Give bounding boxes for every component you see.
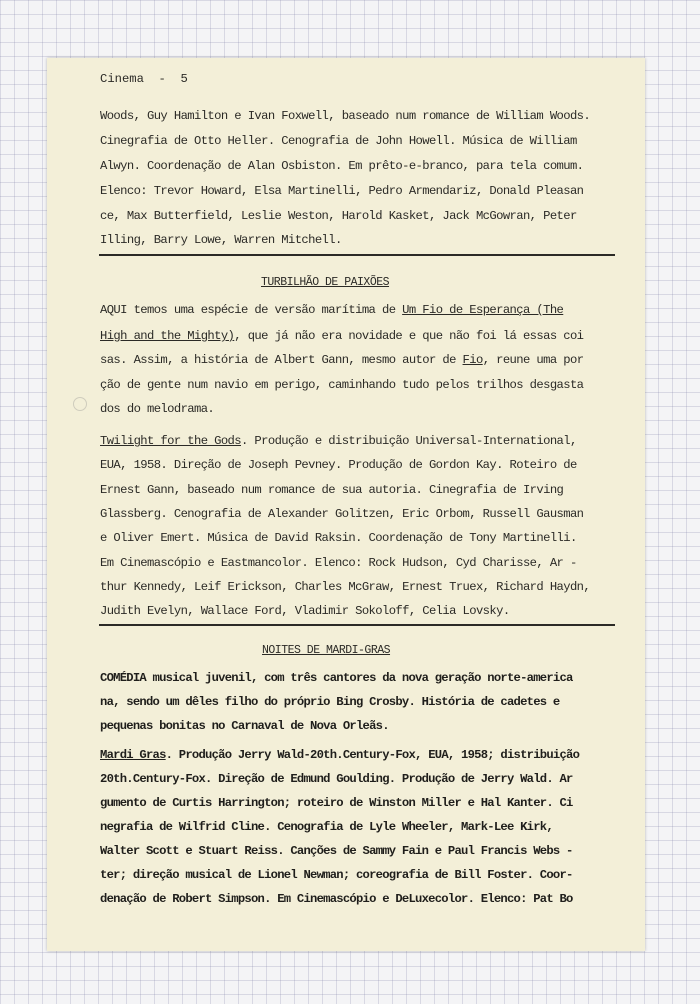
text-line: Judith Evelyn, Wallace Ford, Vladimir Sokoloff, Celia Lovsky. <box>100 604 510 618</box>
section-divider <box>99 624 615 626</box>
text-line: ção de gente num navio em perigo, caminhando tudo pelos trilhos desgasta <box>100 378 584 392</box>
text-line: negrafia de Wilfrid Cline. Cenografia de Lyle Wheeler, Mark-Lee Kirk, <box>100 820 553 834</box>
text-line: EUA, 1958. Direção de Joseph Pevney. Produção de Gordon Kay. Roteiro de <box>100 458 577 472</box>
text-line: Cinegrafia de Otto Heller. Cenografia de John Howell. Música de William <box>100 134 577 148</box>
text-line: Glassberg. Cenografia de Alexander Golitzen, Eric Orbom, Russell Gausman <box>100 507 584 521</box>
underlined-title: Twilight for the Gods <box>100 434 241 448</box>
punch-hole-mark <box>73 397 87 411</box>
text-line: e Oliver Emert. Música de David Raksin. Coordenação de Tony Martinelli. <box>100 531 577 545</box>
text-line: sas. Assim, a história de Albert Gann, mesmo autor de Fio, reune uma por <box>100 353 584 367</box>
typewritten-page <box>47 58 645 951</box>
underlined-title: Fio <box>462 353 483 367</box>
text-line: Woods, Guy Hamilton e Ivan Foxwell, baseado num romance de William Woods. <box>100 109 591 123</box>
text-line: dos do melodrama. <box>100 402 215 416</box>
text-line: thur Kennedy, Leif Erickson, Charles McGraw, Ernest Truex, Richard Haydn, <box>100 580 591 594</box>
text-line: 20th.Century-Fox. Direção de Edmund Goulding. Produção de Jerry Wald. Ar <box>100 772 573 786</box>
underlined-title: Mardi Gras <box>100 748 166 762</box>
text-line: Em Cinemascópio e Eastmancolor. Elenco: Rock Hudson, Cyd Charisse, Ar - <box>100 556 577 570</box>
text-line: Mardi Gras. Produção Jerry Wald-20th.Century-Fox, EUA, 1958; distribuição <box>100 748 580 762</box>
text-line: denação de Robert Simpson. Em Cinemascópio e DeLuxecolor. Elenco: Pat Bo <box>100 892 573 906</box>
underlined-title: Um Fio de Esperança (The <box>402 303 564 317</box>
text-line: Ernest Gann, baseado num romance de sua autoria. Cinegrafia de Irving <box>100 483 564 497</box>
underlined-title: High and the Mighty) <box>100 329 235 343</box>
text-line: AQUI temos uma espécie de versão marítima de Um Fio de Esperança (The <box>100 303 564 317</box>
section-divider <box>99 254 615 256</box>
text-line: na, sendo um dêles filho do próprio Bing Crosby. História de cadetes e <box>100 695 560 709</box>
text-line: ce, Max Butterfield, Leslie Weston, Harold Kasket, Jack McGowran, Peter <box>100 209 577 223</box>
text-line: COMÉDIA musical juvenil, com três cantores da nova geração norte-america <box>100 671 573 685</box>
text-line: gumento de Curtis Harrington; roteiro de Winston Miller e Hal Kanter. Ci <box>100 796 573 810</box>
text-line: Alwyn. Coordenação de Alan Osbiston. Em prêto-e-branco, para tela comum. <box>100 159 584 173</box>
text-line: Elenco: Trevor Howard, Elsa Martinelli, Pedro Armendariz, Donald Pleasan <box>100 184 584 198</box>
text-line: pequenas bonitas no Carnaval de Nova Orleãs. <box>100 719 389 733</box>
section-title: TURBILHÃO DE PAIXÕES <box>261 276 390 289</box>
section-title: NOITES DE MARDI-GRAS <box>262 644 391 657</box>
text-line: Walter Scott e Stuart Reiss. Canções de Sammy Fain e Paul Francis Webs - <box>100 844 573 858</box>
text-line: Illing, Barry Lowe, Warren Mitchell. <box>100 233 342 247</box>
text-line: High and the Mighty), que já não era novidade e que não foi lá essas coi <box>100 329 584 343</box>
page-header: Cinema - 5 <box>100 72 188 86</box>
text-line: ter; direção musical de Lionel Newman; coreografia de Bill Foster. Coor- <box>100 868 573 882</box>
text-line: Twilight for the Gods. Produção e distribuição Universal-International, <box>100 434 577 448</box>
